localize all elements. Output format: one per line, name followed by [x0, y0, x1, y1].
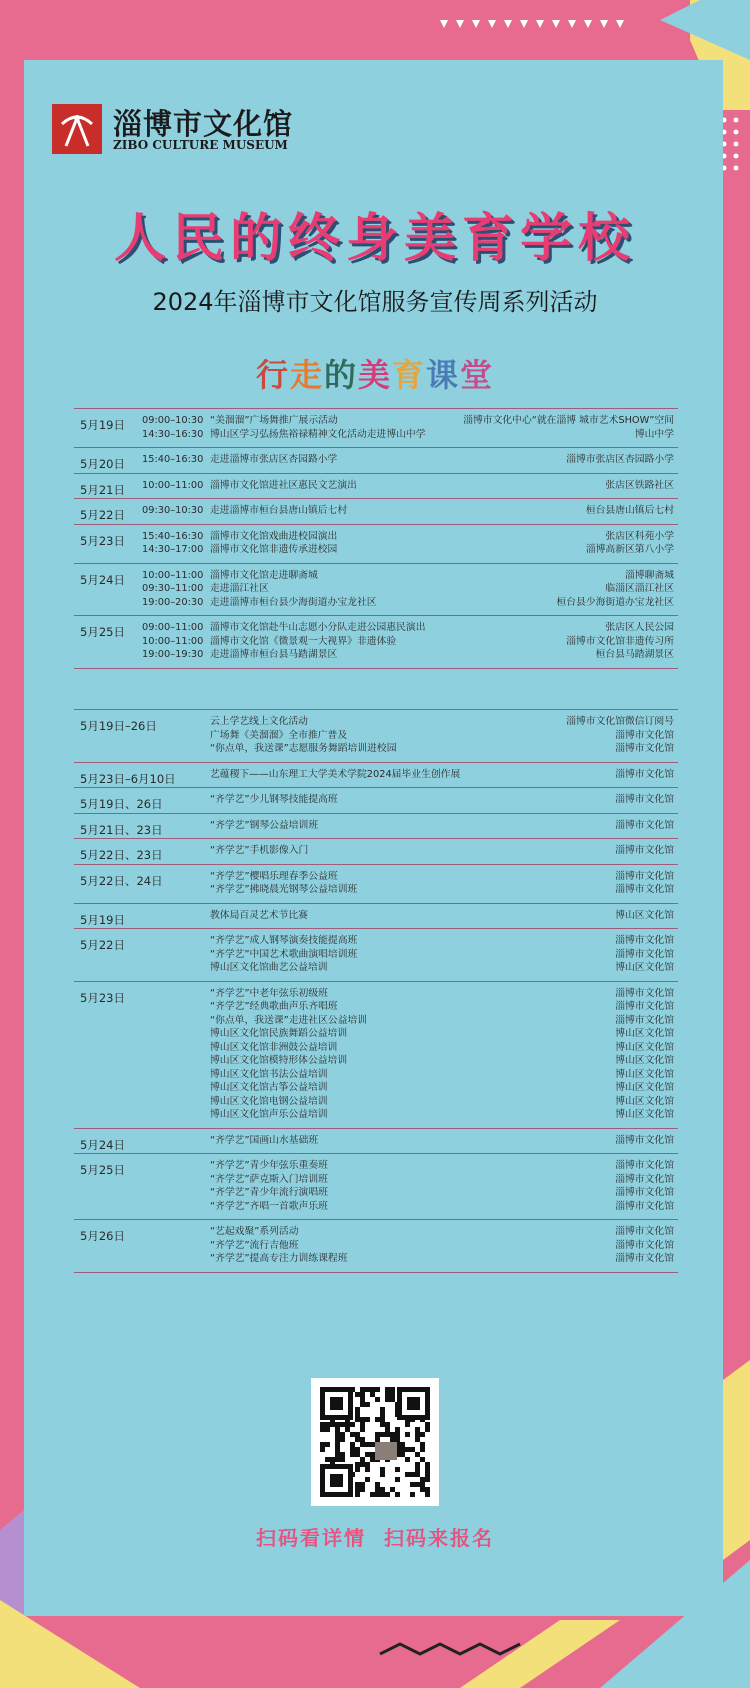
- schedule-row: [74, 621, 678, 635]
- logo-english-name: ZIBO CULTURE MUSEUM: [113, 138, 288, 152]
- schedule-location: 桓台县少海街道办宝龙社区: [556, 596, 674, 608]
- schedule-event: “齐学艺”手机影像入门: [210, 845, 309, 856]
- schedule-event: “齐学艺”樱唱乐理春季公益班: [210, 870, 338, 882]
- schedule-location: 临淄区淄江社区: [605, 583, 674, 594]
- schedule-location: 淄博市文化馆: [615, 1173, 674, 1185]
- schedule-row: [74, 987, 678, 1001]
- schedule-block: [74, 1129, 678, 1155]
- schedule-event: “齐学艺”齐唱一首歌声乐班: [210, 1200, 328, 1212]
- schedule-row: [74, 1041, 678, 1055]
- schedule-date: 5月25日: [80, 625, 125, 639]
- schedule-location: 淄博市文化馆: [615, 870, 674, 882]
- schedule-time: 15:40–16:30: [142, 530, 204, 542]
- schedule-event: 博山区学习弘扬焦裕禄精神文化活动走进博山中学: [210, 428, 426, 440]
- schedule-row: [74, 934, 678, 948]
- schedule-time: 09:30–11:00: [142, 583, 204, 594]
- schedule-location: 张店区科苑小学: [605, 530, 674, 542]
- schedule-row: [74, 1252, 678, 1266]
- schedule-location: 淄博市文化馆: [615, 987, 674, 999]
- schedule-event: “齐学艺”中国艺术歌曲演唱培训班: [210, 948, 358, 960]
- schedule-location: 淄博市文化馆: [615, 935, 674, 946]
- schedule-row: [74, 1186, 678, 1200]
- schedule-location: 张店区铁路社区: [605, 479, 674, 491]
- schedule-location: 淄博市文化馆: [615, 1226, 674, 1237]
- schedule-date: 5月22日、23日: [80, 848, 163, 862]
- schedule-event: 博山区文化馆古筝公益培训: [210, 1082, 328, 1093]
- schedule-event: 淄博市文化馆进社区惠民文艺演出: [210, 479, 357, 491]
- schedule-event: 博山区文化馆非洲鼓公益培训: [210, 1041, 338, 1053]
- schedule-event: 走进淄江社区: [210, 583, 269, 594]
- schedule-time: 10:00–11:00: [142, 479, 204, 491]
- schedule-date: 5月19日: [80, 418, 125, 432]
- schedule-row: [74, 1134, 678, 1148]
- schedule-event: 艺蕴稷下——山东理工大学美术学院2024届毕业生创作展: [210, 768, 461, 780]
- schedule-event: 广场舞《美溜溜》全市推广普及: [210, 729, 348, 741]
- schedule-event: 淄博市文化馆赴牛山志愿小分队走进公园惠民演出: [210, 622, 426, 633]
- schedule-block: [74, 525, 678, 564]
- schedule-event: 淄博市文化馆《微景观一大视界》非遗体验: [210, 635, 397, 647]
- schedule-event: “齐学艺”少儿钢琴技能提高班: [210, 794, 338, 805]
- schedule-row: [74, 961, 678, 975]
- schedule-block: [74, 763, 678, 789]
- schedule-block: [74, 839, 678, 865]
- schedule-location: 淄博市张店区杏园路小学: [566, 454, 674, 465]
- schedule-row: [74, 742, 678, 756]
- schedule-time: 14:30–17:00: [142, 544, 204, 555]
- museum-logo: [52, 104, 292, 154]
- schedule-date: 5月23日: [80, 990, 125, 1005]
- schedule-location: 淄博市文化馆: [615, 794, 674, 805]
- schedule-location: 淄博市文化馆: [615, 1253, 674, 1264]
- schedule-location: 淄博市文化馆: [615, 819, 674, 831]
- schedule-location: 淄博市文化馆非遗传习所: [566, 635, 674, 647]
- schedule-event: “美溜溜”广场舞推广展示活动: [210, 415, 338, 426]
- schedule-date: 5月19日、26日: [80, 797, 163, 811]
- schedule-block: [74, 865, 678, 904]
- schedule-event: “齐学艺”经典歌曲声乐齐唱班: [210, 1001, 338, 1012]
- main-title: 人民的终身美育学校: [113, 209, 636, 269]
- schedule-event: 淄博市文化馆走进聊斋城: [210, 569, 318, 581]
- schedule-event: “艺起戏聚”系列活动: [210, 1226, 299, 1237]
- section-title-char: 堂: [460, 356, 495, 394]
- schedule-location: 淄博市文化馆: [615, 1001, 674, 1012]
- schedule-time: 19:00–19:30: [142, 649, 204, 660]
- schedule-row: [74, 453, 678, 467]
- schedule-event: 淄博市文化馆戏曲进校园演出: [210, 530, 338, 542]
- scan-cta: 扫码看详情 扫码来报名: [256, 1526, 494, 1550]
- schedule-row: [74, 543, 678, 557]
- schedule-block: [74, 929, 678, 982]
- schedule-location: 博山中学: [634, 428, 674, 440]
- section-title-char: 走: [289, 356, 324, 394]
- schedule-block: [74, 904, 678, 930]
- schedule-location: 淄博高新区第八小学: [585, 544, 674, 555]
- section-title-char: 行: [255, 356, 290, 394]
- schedule-row: [74, 596, 678, 610]
- schedule-date: 5月23日: [80, 533, 125, 548]
- schedule-location: 淄博市文化馆: [615, 729, 674, 741]
- schedule-location: 淄博市文化馆: [615, 1160, 674, 1171]
- schedule-time: 19:00–20:30: [142, 596, 204, 608]
- schedule-date: 5月26日: [80, 1229, 125, 1243]
- section-title: [0, 350, 750, 396]
- schedule-date: 5月22日、24日: [80, 873, 163, 888]
- schedule-event: 云上学艺线上文化活动: [210, 716, 308, 727]
- schedule-row: [74, 1014, 678, 1028]
- schedule-row: [74, 1095, 678, 1109]
- schedule-row: [74, 582, 678, 596]
- schedule-row: [74, 635, 678, 649]
- schedule-date: 5月21日: [80, 482, 125, 497]
- schedule-event: 教体局百灵艺术节比赛: [210, 909, 308, 921]
- schedule-row: [74, 1173, 678, 1187]
- schedule-location: 淄博聊斋城: [625, 569, 674, 581]
- schedule-row: [74, 530, 678, 544]
- section-title-char: 的: [323, 356, 358, 394]
- schedule-event: 走进淄博市张店区杏园路小学: [210, 454, 338, 465]
- schedule-row: [74, 479, 678, 493]
- schedule-location: 张店区人民公园: [605, 622, 674, 633]
- schedule-row: [74, 648, 678, 662]
- schedule-row: [74, 1159, 678, 1173]
- schedule-location: 博山区文化馆: [615, 1041, 674, 1053]
- museum-emblem-icon: [52, 104, 102, 154]
- schedule-row: [74, 729, 678, 743]
- logo-chinese-name: 淄博市文化馆: [113, 107, 294, 141]
- schedule-location: 淄博市文化馆: [615, 1134, 674, 1146]
- schedule-location: 淄博市文化馆微信订阅号: [566, 716, 674, 727]
- schedule-location: 淄博市文化馆: [615, 743, 674, 754]
- subtitle: 2024年淄博市文化馆服务宣传周系列活动: [152, 288, 598, 316]
- section-title-char: 美: [357, 356, 392, 394]
- schedule-time: 09:00–11:00: [142, 622, 204, 633]
- schedule-date: 5月23日–6月10日: [80, 771, 176, 786]
- schedule-event: “齐学艺”青少年弦乐重奏班: [210, 1160, 328, 1171]
- schedule-event: “齐学艺”钢琴公益培训班: [210, 819, 319, 831]
- schedule-row: [74, 1225, 678, 1239]
- schedule-location: 淄博市文化馆: [615, 948, 674, 960]
- schedule-date: 5月22日: [80, 508, 125, 522]
- schedule-block: [74, 499, 678, 525]
- schedule-location: 淄博市文化馆: [615, 768, 674, 780]
- schedule-row: [74, 1054, 678, 1068]
- schedule-block: [74, 409, 678, 448]
- schedule-date: 5月19日: [80, 912, 125, 927]
- schedule-block: [74, 710, 678, 763]
- schedule-ongoing: [74, 709, 678, 1273]
- schedule-event: 博山区文化馆民族舞蹈公益培训: [210, 1028, 348, 1039]
- schedule-row: [74, 1068, 678, 1082]
- schedule-event: 走进淄博市桓台县少海街道办宝龙社区: [210, 596, 377, 608]
- schedule-time: 09:30–10:30: [142, 505, 204, 516]
- schedule-block: [74, 474, 678, 500]
- schedule-location: 淄博市文化馆: [615, 1200, 674, 1212]
- schedule-event: “齐学艺”拂晓晨光钢琴公益培训班: [210, 884, 358, 895]
- schedule-block: [74, 788, 678, 814]
- schedule-date: 5月21日、23日: [80, 822, 163, 837]
- schedule-date: 5月24日: [80, 572, 125, 587]
- schedule-location: 博山区文化馆: [615, 1109, 674, 1120]
- schedule-block: [74, 814, 678, 840]
- schedule-row: [74, 909, 678, 923]
- schedule-event: 博山区文化馆书法公益培训: [210, 1068, 328, 1080]
- schedule-location: 博山区文化馆: [615, 1028, 674, 1039]
- schedule-event: “齐学艺”成人钢琴演奏技能提高班: [210, 935, 358, 946]
- schedule-event: 博山区文化馆模特形体公益培训: [210, 1055, 348, 1066]
- schedule-location: 淄博市文化馆: [615, 884, 674, 895]
- schedule-date: 5月25日: [80, 1163, 125, 1177]
- schedule-event: “齐学艺”青少年流行演唱班: [210, 1187, 328, 1198]
- schedule-event: “齐学艺”国画山水基础班: [210, 1134, 319, 1146]
- schedule-row: [74, 1000, 678, 1014]
- schedule-time: 10:00–11:00: [142, 569, 204, 581]
- schedule-block: [74, 1220, 678, 1273]
- schedule-time: 10:00–11:00: [142, 635, 204, 647]
- schedule-date: 5月24日: [80, 1137, 125, 1152]
- schedule-location: 淄博市文化馆: [615, 1014, 674, 1026]
- qr-code-icon[interactable]: [311, 1378, 439, 1506]
- schedule-location: 淄博市文化馆: [615, 1187, 674, 1198]
- schedule-row: [74, 1027, 678, 1041]
- schedule-location: 博山区文化馆: [615, 909, 674, 921]
- schedule-location: 博山区文化馆: [615, 1055, 674, 1066]
- schedule-location: 博山区文化馆: [615, 1068, 674, 1080]
- schedule-row: [74, 768, 678, 782]
- schedule-location: 博山区文化馆: [615, 1082, 674, 1093]
- schedule-event: 淄博市文化馆非遗传承进校园: [210, 544, 338, 555]
- schedule-date: 5月19日–26日: [80, 719, 157, 733]
- schedule-row: [74, 414, 678, 428]
- schedule-event: “齐学艺”提高专注力训练课程班: [210, 1253, 348, 1264]
- schedule-event: “你点单，我送课”走进社区公益培训: [210, 1014, 368, 1026]
- schedule-row: [74, 1239, 678, 1253]
- schedule-location: 淄博市文化馆: [615, 1239, 674, 1251]
- schedule-row: [74, 715, 678, 729]
- schedule-timed: [74, 408, 678, 669]
- schedule-row: [74, 428, 678, 442]
- schedule-row: [74, 1108, 678, 1122]
- schedule-row: [74, 844, 678, 858]
- schedule-block: [74, 564, 678, 617]
- schedule-event: “你点单，我送课”志愿服务舞蹈培训进校园: [210, 743, 397, 754]
- schedule-row: [74, 1081, 678, 1095]
- schedule-row: [74, 793, 678, 807]
- schedule-location: 淄博市文化馆: [615, 845, 674, 856]
- schedule-row: [74, 870, 678, 884]
- schedule-event: 博山区文化馆声乐公益培训: [210, 1109, 328, 1120]
- schedule-location: 桓台县马踏湖景区: [595, 649, 674, 660]
- schedule-event: 走进淄博市桓台县马踏湖景区: [210, 649, 338, 660]
- schedule-block: [74, 982, 678, 1129]
- schedule-row: [74, 569, 678, 583]
- schedule-row: [74, 883, 678, 897]
- section-title-char: 课: [426, 356, 461, 394]
- schedule-row: [74, 819, 678, 833]
- schedule-location: 博山区文化馆: [615, 962, 674, 973]
- schedule-location: 博山区文化馆: [615, 1095, 674, 1107]
- schedule-date: 5月20日: [80, 457, 125, 471]
- schedule-time: 09:00–10:30: [142, 415, 204, 426]
- schedule-event: “齐学艺”流行吉他班: [210, 1239, 299, 1251]
- schedule-row: [74, 948, 678, 962]
- section-title-char: 育: [392, 356, 427, 394]
- schedule-event: 博山区文化馆电钢公益培训: [210, 1095, 328, 1107]
- schedule-block: [74, 1154, 678, 1220]
- schedule-location: 淄博市文化中心“就在淄博 城市艺术SHOW”空间: [463, 415, 674, 426]
- schedule-event: “齐学艺”中老年弦乐初级班: [210, 987, 328, 999]
- schedule-event: 走进淄博市桓台县唐山镇后七村: [210, 505, 348, 516]
- schedule-event: 博山区文化馆曲艺公益培训: [210, 962, 328, 973]
- schedule-time: 14:30–16:30: [142, 428, 204, 440]
- schedule-block: [74, 448, 678, 474]
- schedule-date: 5月22日: [80, 938, 125, 952]
- schedule-row: [74, 1200, 678, 1214]
- schedule-location: 桓台县唐山镇后七村: [585, 505, 674, 516]
- schedule-event: “齐学艺”萨克斯入门培训班: [210, 1173, 328, 1185]
- schedule-block: [74, 616, 678, 669]
- schedule-time: 15:40–16:30: [142, 454, 204, 465]
- schedule-row: [74, 504, 678, 518]
